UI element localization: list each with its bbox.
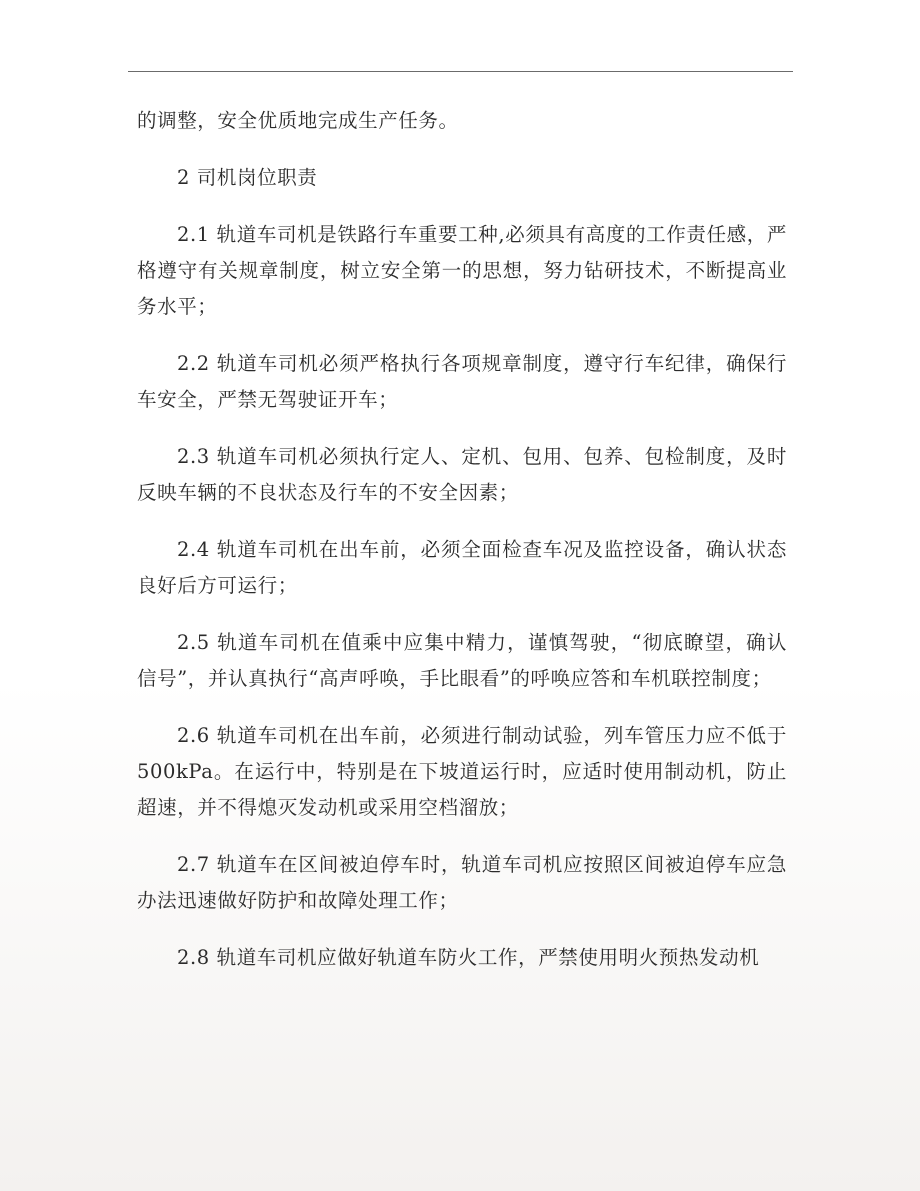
paragraph-2-3: 2.3 轨道车司机必须执行定人、定机、包用、包养、包检制度，及时反映车辆的不良状态及行车的不安全因素； [137, 445, 787, 504]
paragraph-2-4: 2.4 轨道车司机在出车前，必须全面检查车况及监控设备，确认状态良好后方可运行； [137, 538, 787, 597]
header-divider [128, 71, 793, 72]
paragraph-2-2: 2.2 轨道车司机必须严格执行各项规章制度，遵守行车纪律，确保行车安全，严禁无驾驶证开车； [137, 352, 787, 411]
section-heading: 2 司机岗位职责 [177, 166, 318, 189]
paragraph-2-6: 2.6 轨道车司机在出车前，必须进行制动试验，列车管压力应不低于 500kPa。在运行中，特别是在下坡道运行时，应适时使用制动机，防止超速，并不得熄灭发动机或采用空档溜放； [137, 724, 787, 819]
paragraph-2-1: 2.1 轨道车司机是铁路行车重要工种,必须具有高度的工作责任感，严格遵守有关规章制度，树立安全第一的思想，努力钻研技术，不断提高业务水平； [137, 223, 787, 318]
paragraph-2-7: 2.7 轨道车在区间被迫停车时，轨道车司机应按照区间被迫停车应急办法迅速做好防护和故障处理工作； [137, 853, 787, 912]
paragraph-continuation: 的调整，安全优质地完成生产任务。 [137, 109, 459, 132]
paragraph-2-8: 2.8 轨道车司机应做好轨道车防火工作，严禁使用明火预热发动机 [177, 946, 760, 969]
paragraph-2-5: 2.5 轨道车司机在值乘中应集中精力，谨慎驾驶，“彻底瞭望，确认信号”，并认真执行“高声呼唤，手比眼看”的呼唤应答和车机联控制度； [137, 631, 787, 690]
document-body [137, 103, 787, 997]
